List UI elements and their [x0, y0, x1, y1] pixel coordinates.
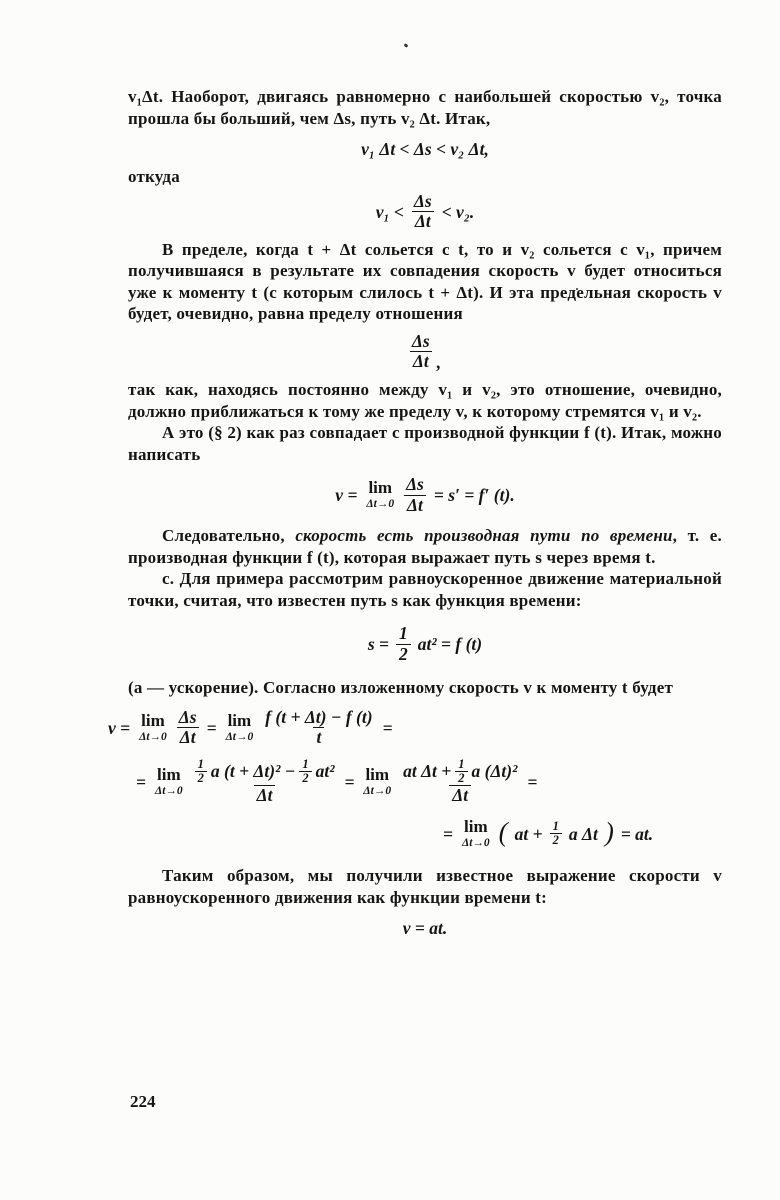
page-number: 224 [130, 1092, 156, 1111]
fraction-simplified-quotient [400, 758, 520, 806]
limit-operator [462, 818, 490, 850]
fraction-denominator: Δt [177, 727, 199, 748]
fraction-numerator [192, 758, 338, 785]
formula-rhs: = s′ = f′ (t). [433, 485, 515, 506]
fraction-numerator: 1 [302, 757, 309, 772]
fraction-one-half [455, 758, 467, 785]
right-parenthesis: ) [604, 817, 614, 848]
paragraph-limit-explanation: В пределе, когда t + Δt сольется с t, то и v₂ сольется с v₁, причем получившаяся в результате их совпадения скорость v будет относиться уже к моменту t (с которым слилось t + Δt). И эта предельная скорость v будет, очевидно, равна пределу отношения [128, 239, 722, 324]
derivation-line-2 [136, 758, 722, 806]
formula-lhs: v = [335, 485, 358, 506]
formula-text: at + [514, 823, 543, 844]
fraction-numerator: 1 [197, 757, 204, 772]
equals-sign: = [344, 771, 355, 792]
fraction-numerator [400, 758, 520, 785]
lim-word: lim [141, 711, 165, 731]
derivation-line-1 [108, 708, 722, 748]
fraction-denominator: 2 [455, 771, 467, 785]
fraction-ds-dt [176, 708, 200, 748]
paragraph-between-v1-v2: так как, находясь постоянно между v₁ и v₂, это отношение, очевидно, должно приближаться к тому же пределу v, к которому стремятся v₁ и v₂. [128, 380, 722, 421]
formula-ds-dt-ratio [128, 332, 722, 372]
fraction-denominator: Δt [404, 495, 426, 516]
formula-rhs: at² = f (t) [417, 634, 483, 655]
paragraph-otkuda: откуда [128, 167, 180, 187]
formula-ratio-inequality [128, 192, 722, 232]
fraction-numerator: 1 [399, 623, 408, 644]
limit-operator [226, 712, 254, 744]
fraction-denominator: Δt [449, 785, 471, 806]
text-segment: Следовательно, [162, 526, 296, 546]
fraction-one-half [299, 758, 311, 785]
fraction-one-half [195, 758, 207, 785]
fraction-denominator: Δt [412, 211, 434, 232]
formula-text: at Δt + [403, 760, 452, 781]
lim-subscript: Δt→0 [139, 731, 167, 744]
fraction-denominator: Δt [254, 785, 276, 806]
text-segment: , т. е. производная функции f (t), которая выражает путь s через время t. [128, 526, 722, 567]
formula-lhs: v₁ < [375, 201, 404, 222]
formula-comma: , [436, 351, 442, 372]
formula-rhs: = at. [620, 823, 654, 844]
limit-operator [363, 766, 391, 798]
lim-subscript: Δt→0 [363, 785, 392, 798]
fraction-numerator: Δs [413, 190, 432, 211]
fraction-numerator: Δs [178, 706, 197, 727]
equals-sign: = [382, 717, 393, 738]
fraction-denominator: 2 [299, 771, 311, 785]
lim-subscript: Δt→0 [461, 836, 490, 849]
paragraph-conclusion: Таким образом, мы получили известное выражение скорости v равноускоренного движения как функции времени t: [128, 866, 722, 907]
fraction-numerator: Δs [411, 330, 430, 351]
fraction-numerator: 1 [458, 757, 465, 772]
formula-text: a Δt [568, 823, 598, 844]
limit-operator [366, 479, 394, 511]
formula-rhs: < v₂. [441, 201, 475, 222]
limit-operator [155, 766, 183, 798]
formula-v-equals-at [128, 918, 722, 938]
paragraph-acceleration-note: (a — ускорение). Согласно изложенному скорость v к моменту t будет [128, 678, 674, 698]
lim-word: lim [365, 765, 390, 785]
fraction-denominator: 2 [396, 644, 411, 665]
fraction-denominator: 2 [195, 771, 207, 785]
formula-path-equation [128, 624, 722, 664]
formula-text: a (Δt)² [471, 760, 518, 781]
lim-subscript: Δt→0 [154, 785, 183, 798]
lim-word: lim [157, 765, 181, 785]
fraction-one-half [396, 624, 411, 664]
fraction-ds-dt [403, 475, 427, 515]
lim-word: lim [368, 478, 393, 498]
equals-sign: = [136, 771, 146, 792]
italic-statement: скорость есть производная пути по времени [295, 526, 673, 546]
formula-velocity-derivative-definition [128, 475, 722, 515]
fraction-denominator: Δt [410, 351, 432, 372]
lim-word: lim [227, 711, 252, 731]
page-text-block [108, 86, 722, 946]
lim-subscript: Δt→0 [366, 498, 395, 511]
left-parenthesis: ( [498, 817, 508, 848]
fraction-numerator: 1 [552, 819, 559, 834]
equals-sign: = [527, 771, 538, 792]
lim-subscript: Δt→0 [225, 731, 254, 744]
paragraph-top-continuation: v₁Δt. Наоборот, двигаясь равномерно с наибольшей скоростью v₂, точка прошла бы больший, чем Δs, путь v₂ Δt. Итак, [128, 87, 722, 128]
lim-word: lim [464, 816, 488, 836]
fraction-numerator: f (t + Δt) − f (t) [265, 706, 373, 727]
formula-text: v = at. [402, 918, 448, 939]
formula-text: at² [315, 760, 335, 781]
limit-operator [139, 712, 167, 744]
equals-sign: = [443, 823, 453, 844]
equals-sign: = [206, 717, 217, 738]
formula-text: v₁ Δt < Δs < v₂ Δt, [361, 139, 489, 159]
paragraph-example-intro: с. Для примера рассмотрим равноускоренное движение материальной точки, считая, что известен путь s как функция времени: [128, 569, 722, 610]
paragraph-derivative-match: А это (§ 2) как раз совпадает с производной функции f (t). Итак, можно написать [128, 423, 722, 464]
fraction-ds-dt [409, 332, 433, 372]
fraction-denominator: t [313, 727, 324, 748]
fraction-numerator: Δs [406, 474, 424, 494]
fraction-ds-dt [411, 192, 435, 232]
formula-velocity-inequality [128, 139, 722, 159]
formula-lhs: s = [367, 634, 390, 655]
scan-speck [404, 43, 409, 48]
fraction-denominator: 2 [550, 833, 562, 847]
formula-text: a (t + Δt)² − [210, 760, 296, 781]
fraction-expanded-quotient [192, 758, 338, 806]
fraction-difference-quotient [262, 708, 375, 748]
paragraph-velocity-is-derivative [128, 525, 722, 568]
derivation-line-3 [443, 818, 722, 850]
formula-lhs: v = [108, 717, 131, 738]
fraction-one-half [550, 820, 562, 847]
